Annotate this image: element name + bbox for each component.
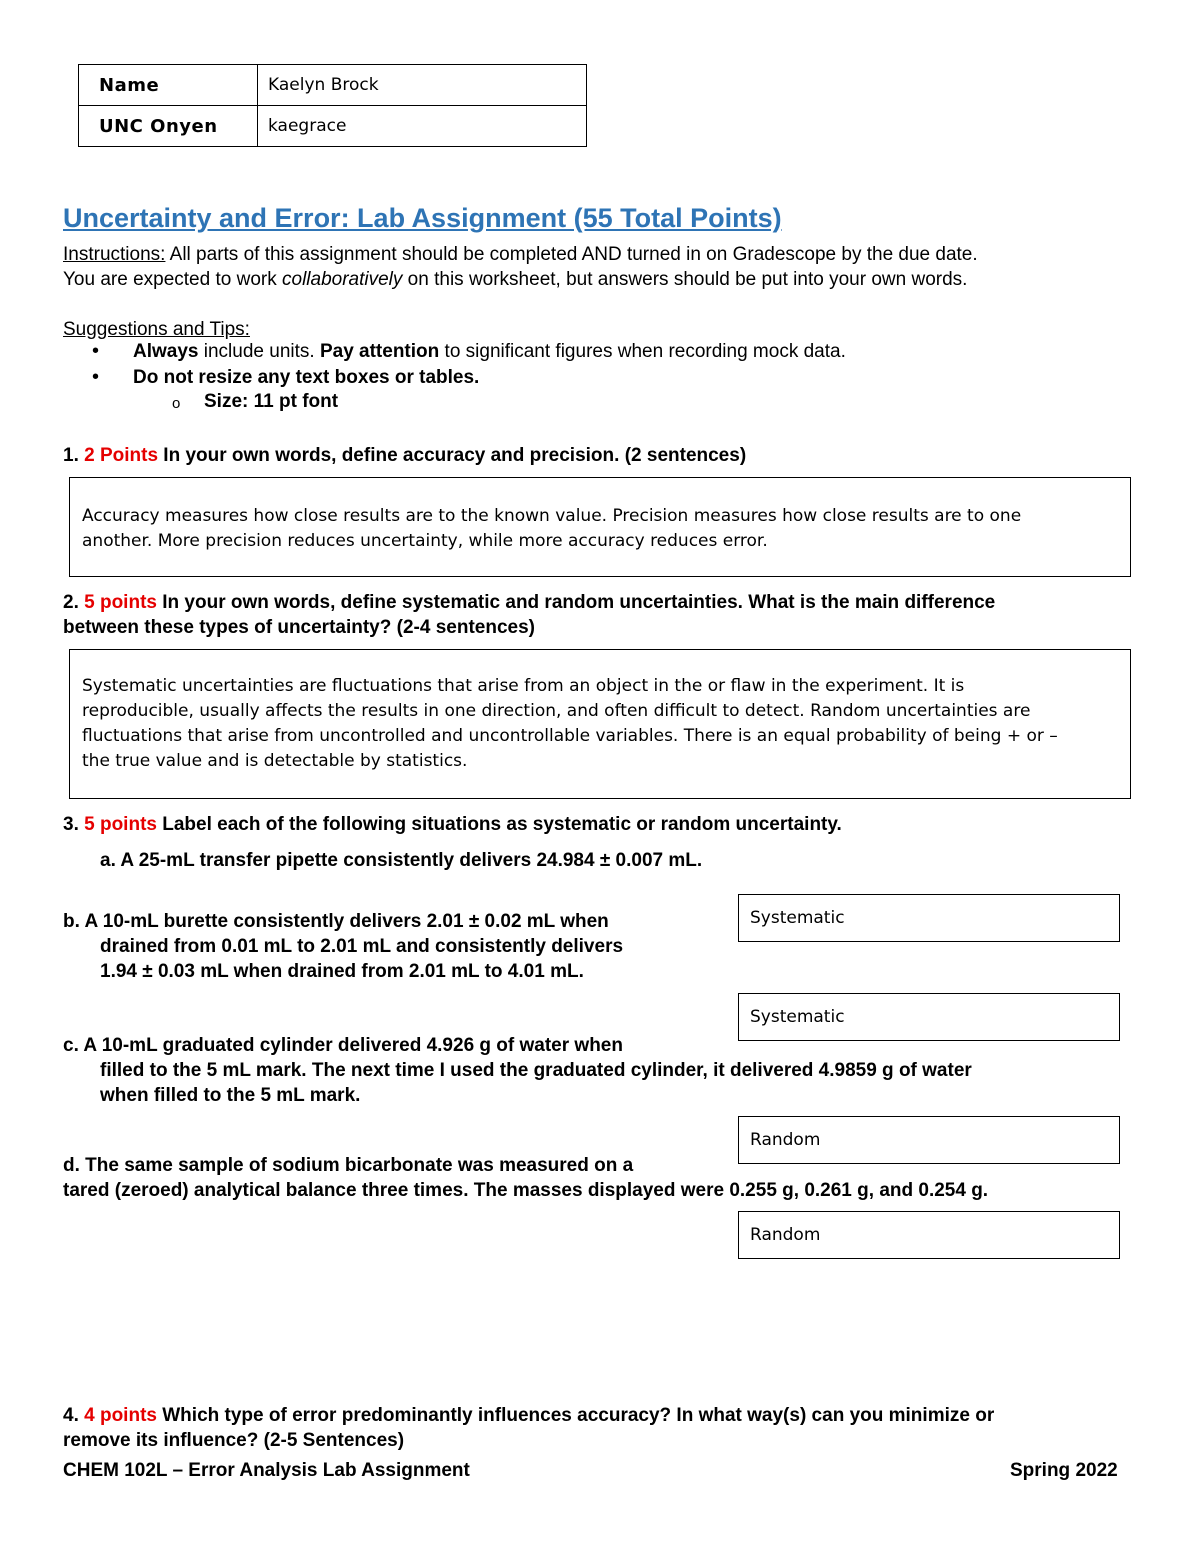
tip-emphasis: Always	[133, 341, 199, 362]
page-title: Uncertainty and Error: Lab Assignment (55 Total Points)	[63, 203, 782, 233]
answer-line: Accuracy measures how close results are to the known value. Precision measures how close results are to one	[82, 506, 1022, 526]
item-c-line-1: c. A 10-mL graduated cylinder delivered 4.926 g of water when	[63, 1035, 623, 1056]
question-text: In your own words, define systematic and random uncertainties. What is the main difference	[156, 592, 996, 613]
answer-box-3c[interactable]: Random	[738, 1116, 1120, 1164]
answer-line: reproducible, usually affects the results in one direction, and often difficult to detect. Random uncertainties are	[82, 701, 1031, 721]
name-value[interactable]: Kaelyn Brock	[258, 65, 587, 106]
question-number: 4.	[63, 1405, 85, 1426]
question-points: 5 points	[84, 814, 157, 835]
footer-course: CHEM 102L – Error Analysis Lab Assignment	[63, 1460, 470, 1481]
question-2-line-2: between these types of uncertainty? (2-4 sentences)	[63, 617, 535, 638]
question-text: In your own words, define accuracy and precision. (2 sentences)	[158, 445, 747, 466]
answer-line: fluctuations that arise from uncontrolled and uncontrollable variables. There is an equal probability of being + or –	[82, 726, 1058, 746]
sub-bullet-marker: o	[172, 395, 181, 412]
student-info-table	[78, 64, 587, 147]
item-d-line-1: d. The same sample of sodium bicarbonate was measured on a	[63, 1155, 634, 1176]
question-number: 2.	[63, 592, 85, 613]
onyen-label: UNC Onyen	[79, 106, 258, 147]
question-4-line-1	[63, 1403, 994, 1428]
question-4-line-2: remove its influence? (2-5 Sentences)	[63, 1430, 405, 1451]
bullet-icon: •	[92, 340, 100, 362]
table-row	[79, 106, 587, 147]
item-b-line-3: 1.94 ± 0.03 mL when drained from 2.01 mL to 4.01 mL.	[100, 961, 584, 982]
item-d-line-2: tared (zeroed) analytical balance three times. The masses displayed were 0.255 g, 0.261 g, and 0.254 g.	[63, 1180, 989, 1201]
item-b-line-1: b. A 10-mL burette consistently delivers 2.01 ± 0.02 mL when	[63, 911, 609, 932]
instructions-label: Instructions:	[63, 244, 166, 265]
tip-sub: Size: 11 pt font	[204, 391, 339, 412]
item-c-line-3: when filled to the 5 mL mark.	[100, 1085, 361, 1106]
instructions-line-2	[63, 267, 967, 292]
answer-box-2[interactable]	[69, 649, 1131, 799]
instructions-text: on this worksheet, but answers should be put into your own words.	[402, 269, 968, 290]
tip-emphasis: Pay attention	[319, 341, 440, 362]
instructions-emphasis: collaboratively	[282, 269, 403, 290]
answer-box-1[interactable]	[69, 477, 1131, 577]
answer-box-3d[interactable]: Random	[738, 1211, 1120, 1259]
answer-line: the true value and is detectable by statistics.	[82, 751, 468, 771]
instructions-text: All parts of this assignment should be completed AND turned in on Gradescope by the due date.	[165, 244, 978, 265]
answer-line: another. More precision reduces uncertainty, while more accuracy reduces error.	[82, 531, 768, 551]
answer-line: Systematic uncertainties are fluctuations that arise from an object in the or flaw in the experiment. It is	[82, 676, 965, 696]
question-2-line-1	[63, 590, 995, 615]
tip-2: Do not resize any text boxes or tables.	[133, 367, 480, 388]
tip-text: include units.	[198, 341, 320, 362]
table-row	[79, 65, 587, 106]
tips-heading: Suggestions and Tips:	[63, 319, 250, 340]
item-b-line-2: drained from 0.01 mL to 2.01 mL and consistently delivers	[100, 936, 624, 957]
answer-box-3a[interactable]: Systematic	[738, 894, 1120, 942]
question-number: 3.	[63, 814, 85, 835]
question-3	[63, 812, 842, 837]
question-points: 5 points	[84, 592, 157, 613]
question-text: Label each of the following situations as systematic or random uncertainty.	[156, 814, 842, 835]
tip-1	[133, 341, 846, 363]
item-a: a. A 25-mL transfer pipette consistently delivers 24.984 ± 0.007 mL.	[100, 850, 703, 871]
question-text: Which type of error predominantly influences accuracy? In what way(s) can you minimize or	[156, 1405, 995, 1426]
tip-text: to significant figures when recording mock data.	[439, 341, 846, 362]
instructions-text: You are expected to work	[63, 269, 282, 290]
answer-box-3b[interactable]: Systematic	[738, 993, 1120, 1041]
question-1	[63, 443, 746, 468]
instructions-line-1	[63, 242, 978, 267]
question-number: 1.	[63, 445, 85, 466]
question-points: 2 Points	[84, 445, 159, 466]
item-c-line-2: filled to the 5 mL mark. The next time I used the graduated cylinder, it delivered 4.9859 g of water	[100, 1060, 972, 1081]
bullet-icon: •	[92, 366, 100, 388]
onyen-value[interactable]: kaegrace	[258, 106, 587, 147]
name-label: Name	[79, 65, 258, 106]
footer-term: Spring 2022	[1010, 1460, 1118, 1481]
question-points: 4 points	[84, 1405, 157, 1426]
